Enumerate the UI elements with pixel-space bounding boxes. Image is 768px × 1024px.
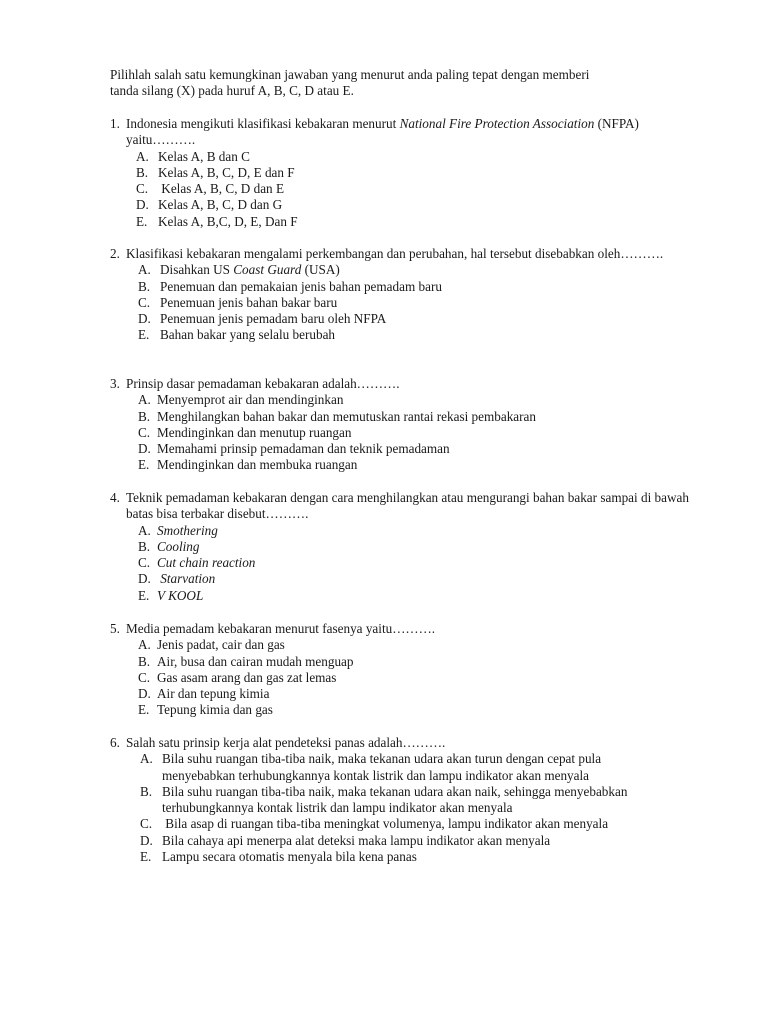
option-a[interactable]: A. Menyemprot air dan mendinginkan (138, 392, 344, 408)
options-list (136, 149, 690, 230)
option-a[interactable]: A. Kelas A, B dan C (136, 148, 250, 164)
question-stem: 1. Indonesia mengikuti klasifikasi kebakaran menurut National Fire Protection Association (NFPA) yaitu………. (110, 116, 639, 148)
italic-term: National Fire Protection Association (399, 116, 595, 131)
question-2 (110, 246, 690, 344)
option-d[interactable]: D. Penemuan jenis pemadam baru oleh NFPA (138, 311, 387, 327)
option-e[interactable]: E. Lampu secara otomatis menyala bila kena panas (140, 849, 417, 865)
option-c[interactable]: C. Cut chain reaction (138, 555, 256, 571)
question-stem: 3. Prinsip dasar pemadaman kebakaran adalah………. (110, 376, 400, 391)
option-c[interactable]: C. Gas asam arang dan gas zat lemas (138, 669, 337, 685)
option-c[interactable]: C. Kelas A, B, C, D dan E (136, 181, 285, 197)
question-1 (110, 116, 690, 230)
question-5 (110, 621, 690, 719)
options-list (138, 637, 690, 718)
options-list (140, 751, 660, 865)
option-b[interactable]: B. Kelas A, B, C, D, E dan F (136, 164, 295, 180)
option-d[interactable]: D. Bila cahaya api menerpa alat deteksi maka lampu indikator akan menyala (140, 832, 551, 848)
question-number: 4. (110, 490, 120, 505)
option-b[interactable]: B. Air, busa dan cairan mudah menguap (138, 653, 354, 669)
question-3 (110, 376, 690, 474)
option-e[interactable]: E. Mendinginkan dan membuka ruangan (138, 457, 358, 473)
question-number: 6. (110, 735, 120, 750)
instructions-line-2: tanda silang (X) pada huruf A, B, C, D atau E. (110, 83, 354, 99)
option-a[interactable]: A. Disahkan US Coast Guard (USA) (138, 262, 340, 278)
option-e[interactable]: E. V KOOL (138, 587, 204, 603)
option-c[interactable]: C. Penemuan jenis bahan bakar baru (138, 294, 338, 310)
question-stem: 6. Salah satu prinsip kerja alat pendeteksi panas adalah………. (110, 735, 446, 750)
option-e[interactable]: E. Bahan bakar yang selalu berubah (138, 327, 336, 343)
option-d[interactable]: D. Starvation (138, 571, 216, 587)
option-d[interactable]: D. Memahami prinsip pemadaman dan teknik pemadaman (138, 441, 450, 457)
option-d[interactable]: D. Air dan tepung kimia (138, 686, 270, 702)
options-list (138, 392, 690, 473)
question-4 (110, 490, 690, 604)
question-number: 5. (110, 621, 120, 636)
question-number: 1. (110, 116, 120, 131)
italic-term: Coast Guard (233, 262, 302, 278)
option-a[interactable]: A. Jenis padat, cair dan gas (138, 637, 285, 653)
option-b[interactable]: B. Bila suhu ruangan tiba-tiba naik, maka tekanan udara akan naik, sehingga menyebabkan terhubungkannya kontak listrik dan lampu indikator akan menyala (140, 783, 628, 816)
option-e[interactable]: E. Tepung kimia dan gas (138, 702, 273, 718)
option-c[interactable]: C. Mendinginkan dan menutup ruangan (138, 424, 352, 440)
options-list (138, 262, 690, 343)
option-b[interactable]: B. Penemuan dan pemakaian jenis bahan pemadam baru (138, 278, 442, 294)
question-stem: 5. Media pemadam kebakaran menurut fasenya yaitu………. (110, 621, 436, 636)
option-a[interactable]: A. Smothering (138, 522, 218, 538)
instructions-line-1: Pilihlah salah satu kemungkinan jawaban yang menurut anda paling tepat dengan memberi (110, 67, 590, 82)
options-list (138, 523, 690, 604)
option-e[interactable]: E. Kelas A, B,C, D, E, Dan F (136, 213, 298, 229)
question-number: 3. (110, 376, 120, 391)
question-stem: 4. Teknik pemadaman kebakaran dengan cara menghilangkan atau mengurangi bahan bakar sampai di bawah batas bisa terbakar disebut………. (110, 490, 689, 522)
question-6 (110, 735, 690, 865)
option-a[interactable]: A. Bila suhu ruangan tiba-tiba naik, maka tekanan udara akan turun dengan cepat pula menyebabkan terhubungkannya kontak listrik dan lampu indikator akan menyala (140, 751, 602, 783)
option-b[interactable]: B. Cooling (138, 538, 200, 554)
option-c[interactable]: C. Bila asap di ruangan tiba-tiba meningkat volumenya, lampu indikator akan menyala (140, 816, 609, 832)
question-number: 2. (110, 246, 120, 261)
option-b[interactable]: B. Menghilangkan bahan bakar dan memutuskan rantai rekasi pembakaran (138, 408, 536, 424)
instructions (110, 67, 690, 100)
question-stem: 2. Klasifikasi kebakaran mengalami perkembangan dan perubahan, hal tersebut disebabkan oleh………. (110, 246, 664, 261)
option-d[interactable]: D. Kelas A, B, C, D dan G (136, 197, 283, 213)
